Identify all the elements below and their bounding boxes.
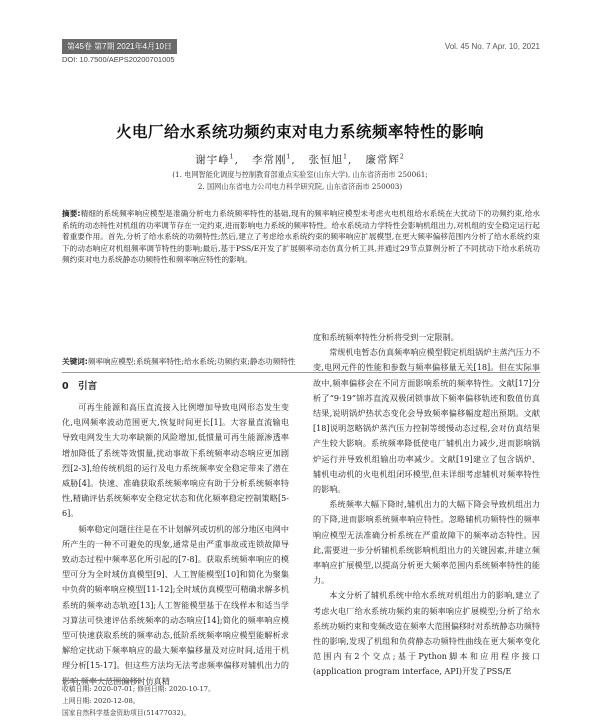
author-affiliation-mark: 1 bbox=[343, 153, 348, 161]
paragraph: 频率稳定问题往往是在不计划解列或切机的部分地区电网中所产生的一种不可避免的现象,通常是由严重事故或连锁故障导致动态过程中频率恶化所引起的[7-8]。获取系统频率响应的模型可分为全时域仿真模型[9]、人工智能模型[10]和简化为聚集中负荷的频率响应模型[11-12];全时域仿真模型可精确求解多机系统的频率动态轨迹[13];人工智能模型基于在线样本和适当学习算法可快速评估系统频率的动态响应[14];简化的频率响应模型可快速获取系统的频率动态,低阶系统频率响应模型能解析求解给定扰动下频率响应的最大频率偏移量及对应时间,适用于机理分析[15-17]。但这些方法均无法考虑频率偏移对辅机出力的影响,频率大范围偏移时仿真精 bbox=[62, 523, 289, 686]
abstract-label: 摘要: bbox=[62, 209, 81, 218]
doi: DOI: 10.7500/AEPS20200701005 bbox=[62, 55, 175, 64]
paragraph: 系统频率大幅下降时,辅机出力的大幅下降会导致机组出力的下降,进而影响系统频率响应特性。忽略辅机功频特性的频率响应模型无法准确分析系统在严重故障下的频率动态特性。因此,需要进一步分析辅机系统影响机组出力的关键因素,并建立频率响应扩展模型,以提高分析更大频率范围内系统频率特性的能力。 bbox=[313, 499, 540, 586]
right-column bbox=[313, 330, 540, 680]
paragraph: 可再生能源和高压直流接入比例增加导致电网形态发生变化,电网频率波动范围更大,恢复时间更长[1]。大容量直流输电导致电网发生大功率缺额的风险增加,低惯量可再生能源渗透率增加降低了系统等效惯量,扰动事故下系统频率动态响应更加剧烈[2-3],给传统机组的运行及电力系统频率安全稳定带来了潜在威胁[4]。快速、准确获取系统频率响应有助于分析系统频率特性,精确评估系统频率安全稳定状态和优化频率稳定控制策略[5-6]。 bbox=[62, 402, 289, 519]
affiliation: (1. 电网智能化调度与控制教育部重点实验室(山东大学), 山东省济南市 250061; bbox=[172, 170, 428, 179]
keywords-text: 频率响应模型;系统频率特性;给水系统;功频约束;静态功频特性 bbox=[87, 357, 296, 366]
footnotes bbox=[62, 683, 289, 719]
author-affiliation-mark: 1 bbox=[229, 153, 235, 161]
author-list: 谢宇峥$^1$, 李常刚$^1$, 张恒旭$^1$, 廉常辉$^2$ bbox=[195, 153, 405, 166]
section-heading: 0 引言 bbox=[62, 381, 98, 392]
author-name: 谢宇峥 bbox=[195, 154, 230, 166]
author-affiliation-mark: 2 bbox=[399, 153, 405, 161]
left-column bbox=[62, 378, 289, 689]
paragraph: 本文分析了辅机系统中给水系统对机组出力的影响,建立了考虑火电厂给水系统功频约束的频率响应扩展模型;分析了给水系统功频约束和变频改造在频率大范围偏移时对系统静态功频特性的影响,发现了机组和负荷静态功频特性曲线在更大频率变化范围内有2个交点;基于Python脚本和应用程序接口(application program interface, API)开发了PSS/E bbox=[313, 590, 540, 677]
author-name: 李常刚 bbox=[251, 154, 287, 166]
footnote: 国家自然科学基金资助项目(51477032)。 bbox=[62, 709, 191, 717]
footnote: 上网日期: 2020-12-08。 bbox=[62, 697, 140, 705]
footnote: 收稿日期: 2020-07-01; 修回日期: 2020-10-17。 bbox=[62, 685, 215, 693]
journal-issue-cn: 第45卷 第7期 2021年4月10日 bbox=[62, 39, 177, 54]
affiliation: 2. 国网山东省电力公司电力科学研究院, 山东省济南市 250003) bbox=[197, 182, 403, 191]
journal-issue-en: Vol. 45 No. 7 Apr. 10, 2021 bbox=[444, 41, 540, 51]
journal-header bbox=[62, 38, 540, 54]
author-affiliation-mark: 1 bbox=[286, 153, 292, 161]
abstract-text: 精细的系统频率响应模型是准确分析电力系统频率特性的基础,现有的频率响应模型未考虑火电机组给水系统在大扰动下的功频约束,给水系统的动态特性对机组的功率调节存在一定约束,进而影响电力系统的频率特性。给水系统动力学特性会影响机组出力,对机组的安全稳定运行起着重要作用。首先,分析了给水系统的功频特性;然后,建立了考虑给水系统约束的频率响应扩展模型,在更大频率偏移范围内分析了给水系统约束下的动态响应对机组频率调节特性的影响;最后,基于PSS/E开发了扩展频率动态仿真分析工具,并通过29节点算例分析了不同扰动下给水系统功频约束对电力系统静态功频特性和频率响应特性的影响。 bbox=[62, 209, 540, 265]
paper-title: 火电厂给水系统功频约束对电力系统频率特性的影响 bbox=[115, 123, 484, 141]
keywords-label: 关键词: bbox=[62, 357, 88, 366]
author-name: 廉常辉 bbox=[365, 154, 400, 166]
paragraph: 度和系统频率特性分析将受到一定限制。 bbox=[313, 332, 459, 342]
author-name: 张恒旭 bbox=[308, 154, 344, 166]
abstract bbox=[62, 208, 540, 266]
footnote-divider bbox=[62, 680, 142, 681]
paragraph: 常规机电暂态仿真频率响应模型假定机组锅炉主蒸汽压力不变,电网元件的性能和参数与频率偏移量无关[18]。但在实际事故中,频率偏移会在不同方面影响系统的频率特性。文献[17]分析了“9·19”锦苏直流双极闭锁事故下频率偏移轨迹和数值仿真结果,说明锅炉热状态变化会导致频率偏移幅度超出预期。文献[18]说明忽略锅炉蒸汽压力控制等缓慢动态过程,会对仿真结果产生较大影响。系统频率降低使电厂辅机出力减少,进而影响锅炉运行并导致机组输出功率减少。文献[19]建立了包含锅炉、辅机电动机的火电机组闭环模型,但未详细考虑辅机对频率特性的影响。 bbox=[313, 347, 540, 495]
